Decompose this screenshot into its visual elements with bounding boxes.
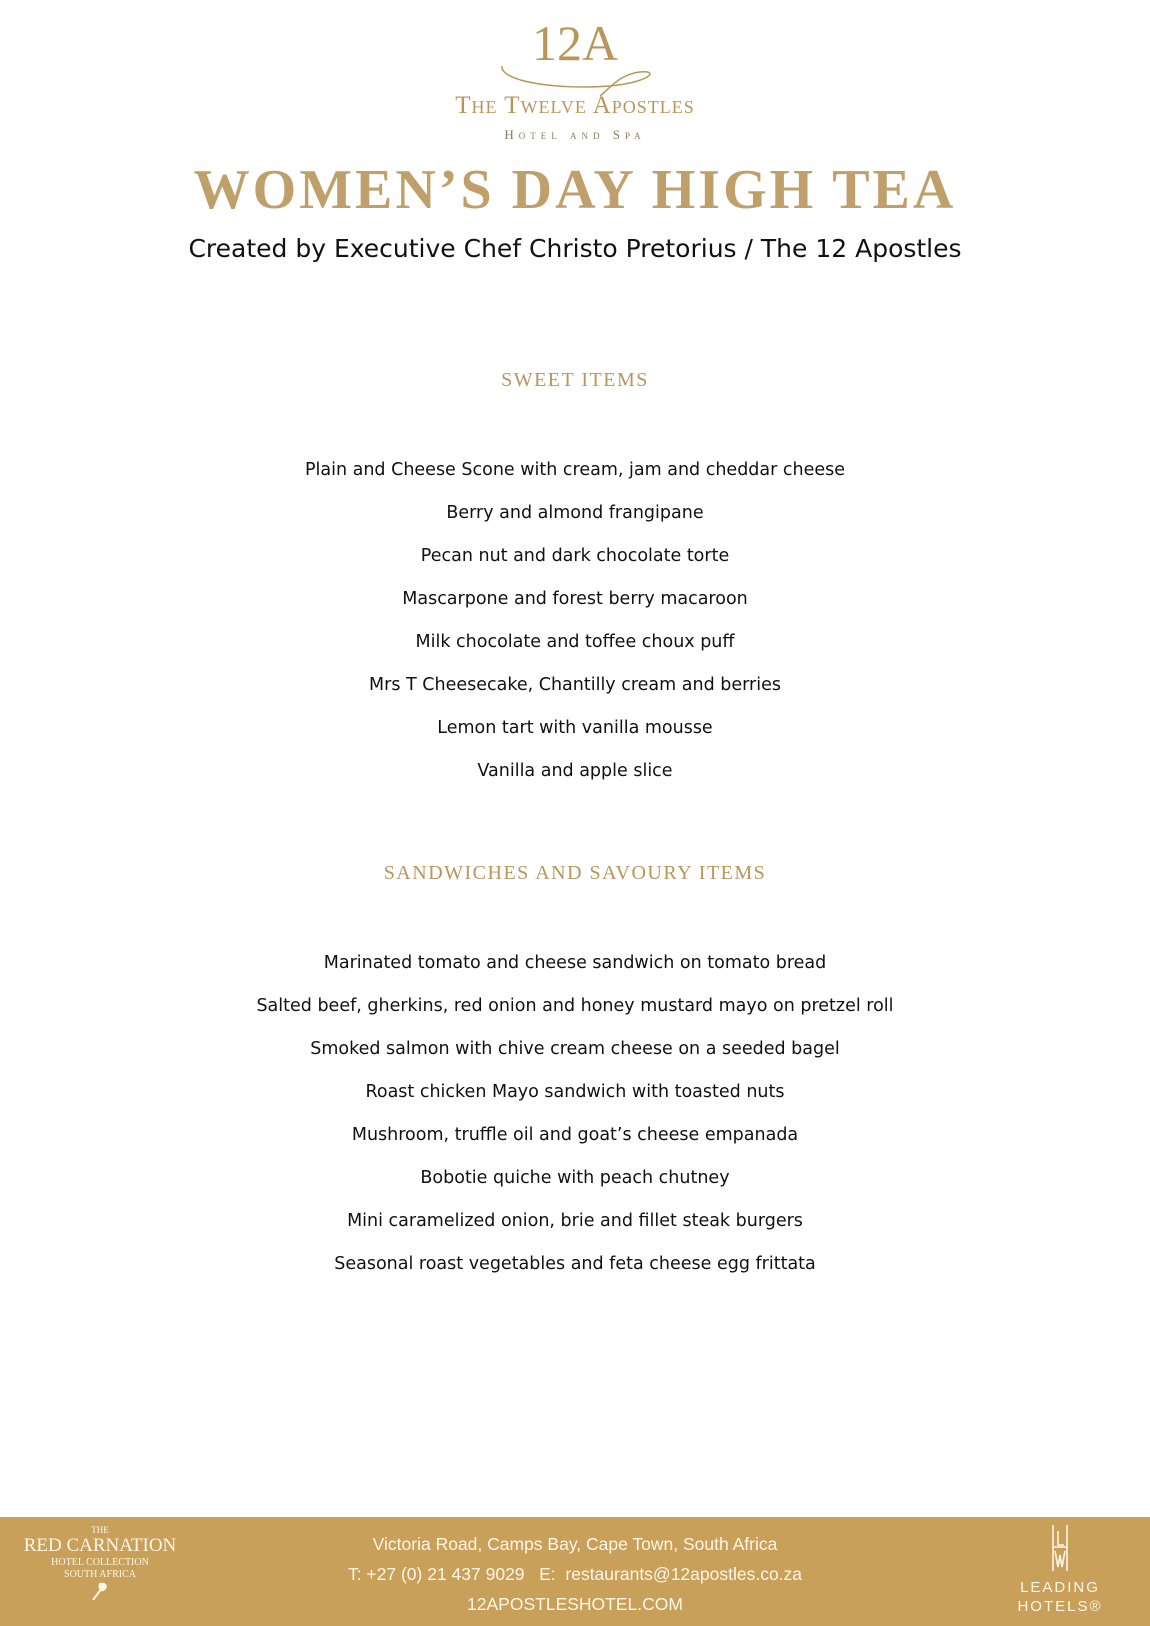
logo-mark: 12A [531, 15, 619, 71]
footer-website[interactable]: 12APOSTLESHOTEL.COM [467, 1594, 683, 1614]
savoury-list [0, 942, 1150, 1286]
lhw-monogram-icon [1045, 1523, 1075, 1573]
list-item: Mushroom, truffle oil and goat’s cheese empanada [351, 1125, 799, 1145]
list-item: Roast chicken Mayo sandwich with toasted nuts [365, 1082, 785, 1102]
savoury-heading: SANDWICHES AND SAVOURY ITEMS [383, 862, 767, 884]
rc-name: RED CARNATION [23, 1535, 177, 1557]
list-item: Vanilla and apple slice [477, 761, 673, 781]
page-subtitle: Created by Executive Chef Christo Pretorius / The 12 Apostles [188, 234, 962, 263]
list-item: Bobotie quiche with peach chutney [420, 1168, 730, 1188]
list-item: Milk chocolate and toffee choux puff [415, 632, 735, 652]
page-title: WOMEN’S DAY HIGH TEA [193, 159, 957, 221]
logo-subtitle: Hotel and Spa [504, 127, 646, 142]
list-item: Salted beef, gherkins, red onion and honey mustard mayo on pretzel roll [256, 996, 894, 1016]
list-item: Plain and Cheese Scone with cream, jam and cheddar cheese [304, 460, 846, 480]
list-item: Mascarpone and forest berry macaroon [402, 589, 748, 609]
leading-hotels-logo [1010, 1523, 1110, 1616]
footer-contact [0, 1529, 1150, 1619]
list-item: Smoked salmon with chive cream cheese on a seeded bagel [310, 1039, 840, 1059]
footer [0, 1517, 1150, 1626]
list-item: Marinated tomato and cheese sandwich on tomato bread [323, 953, 827, 973]
list-item: Mrs T Cheesecake, Chantilly cream and berries [369, 675, 781, 695]
footer-phone-email[interactable]: T: +27 (0) 21 437 9029 E: restaurants@12apostles.co.za [347, 1564, 803, 1584]
sweet-list [0, 449, 1150, 793]
sweet-heading: SWEET ITEMS [501, 369, 649, 391]
list-item: Lemon tart with vanilla mousse [437, 718, 713, 738]
list-item: Mini caramelized onion, brie and fillet steak burgers [347, 1211, 803, 1231]
rc-line1: HOTEL COLLECTION [51, 1557, 149, 1569]
list-item: Pecan nut and dark chocolate torte [420, 546, 730, 566]
logo-name: The Twelve Apostles [455, 92, 695, 119]
lh-line2: HOTELS® [1017, 1598, 1103, 1615]
list-item: Berry and almond frangipane [446, 503, 704, 523]
lh-line1: LEADING [1020, 1579, 1100, 1596]
list-item: Seasonal roast vegetables and feta cheese egg frittata [334, 1254, 816, 1274]
footer-address: Victoria Road, Camps Bay, Cape Town, South Africa [372, 1534, 778, 1554]
rc-the: THE [91, 1525, 109, 1535]
rc-line2: SOUTH AFRICA [64, 1568, 136, 1580]
